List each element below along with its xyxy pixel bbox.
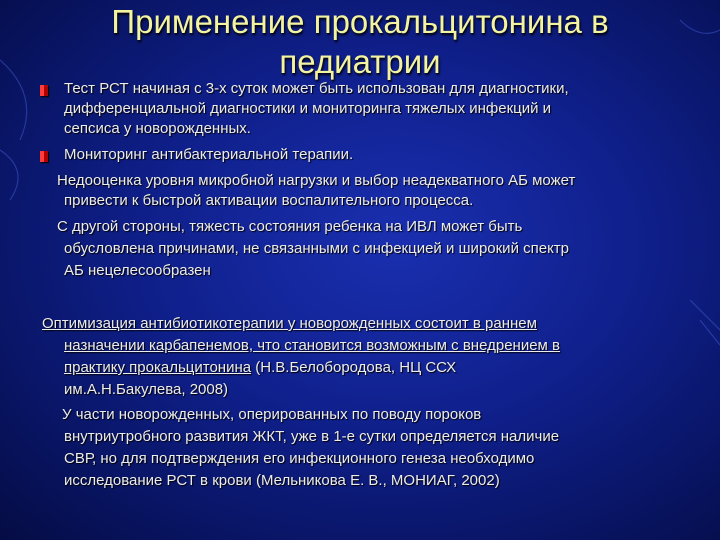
slide-title-line2: педиатрии bbox=[279, 43, 441, 80]
para2-line3: АБ нецелесообразен bbox=[64, 262, 211, 279]
bullet2-text: Мониторинг антибактериальной терапии. bbox=[64, 146, 354, 163]
bullet1-line1: Тест РСТ начиная с 3-х суток может быть использован для диагностики, bbox=[64, 80, 569, 97]
bullet1-line3: сепсиса у новорожденных. bbox=[64, 120, 251, 137]
para4-line2: внутриутробного развития ЖКТ, уже в 1-е сутки определяется наличие bbox=[64, 428, 560, 445]
para2-line1: С другой стороны, тяжесть состояния ребенка на ИВЛ может быть bbox=[57, 218, 523, 235]
para4-line3: СВР, но для подтверждения его инфекционного генеза необходимо bbox=[64, 450, 535, 467]
para3-reference-part2: им.А.Н.Бакулева, 2008) bbox=[64, 381, 229, 398]
para1-line1: Недооценка уровня микробной нагрузки и выбор неадекватного АБ может bbox=[57, 172, 576, 189]
para2-line2: обусловлена причинами, не связанными с инфекцией и широкий спектр bbox=[64, 240, 570, 257]
bullet-marker-icon bbox=[40, 85, 48, 96]
bullet-marker-icon bbox=[40, 151, 48, 162]
para3-line3 bbox=[64, 359, 456, 377]
bullet1-line2: дифференциальной диагностики и мониторинга тяжелых инфекций и bbox=[64, 100, 552, 117]
slide-title-line1: Применение прокальцитонина в bbox=[111, 3, 609, 40]
para3-reference-part1: (Н.В.Белобородова, НЦ ССХ bbox=[251, 359, 457, 376]
para4-line1: У части новорожденных, оперированных по поводу пороков bbox=[62, 406, 482, 423]
para3-line1: Оптимизация антибиотикотерапии у новорожденных состоит в раннем bbox=[42, 315, 537, 332]
para1-line2: привести к быстрой активации воспалительного процесса. bbox=[64, 192, 474, 209]
para4-line4: исследование РСТ в крови (Мельникова Е. В., МОНИАГ, 2002) bbox=[64, 472, 500, 489]
para3-line3-underlined: практику прокальцитонина bbox=[64, 359, 252, 376]
para3-line2: назначении карбапенемов, что становится возможным с внедрением в bbox=[64, 337, 560, 354]
